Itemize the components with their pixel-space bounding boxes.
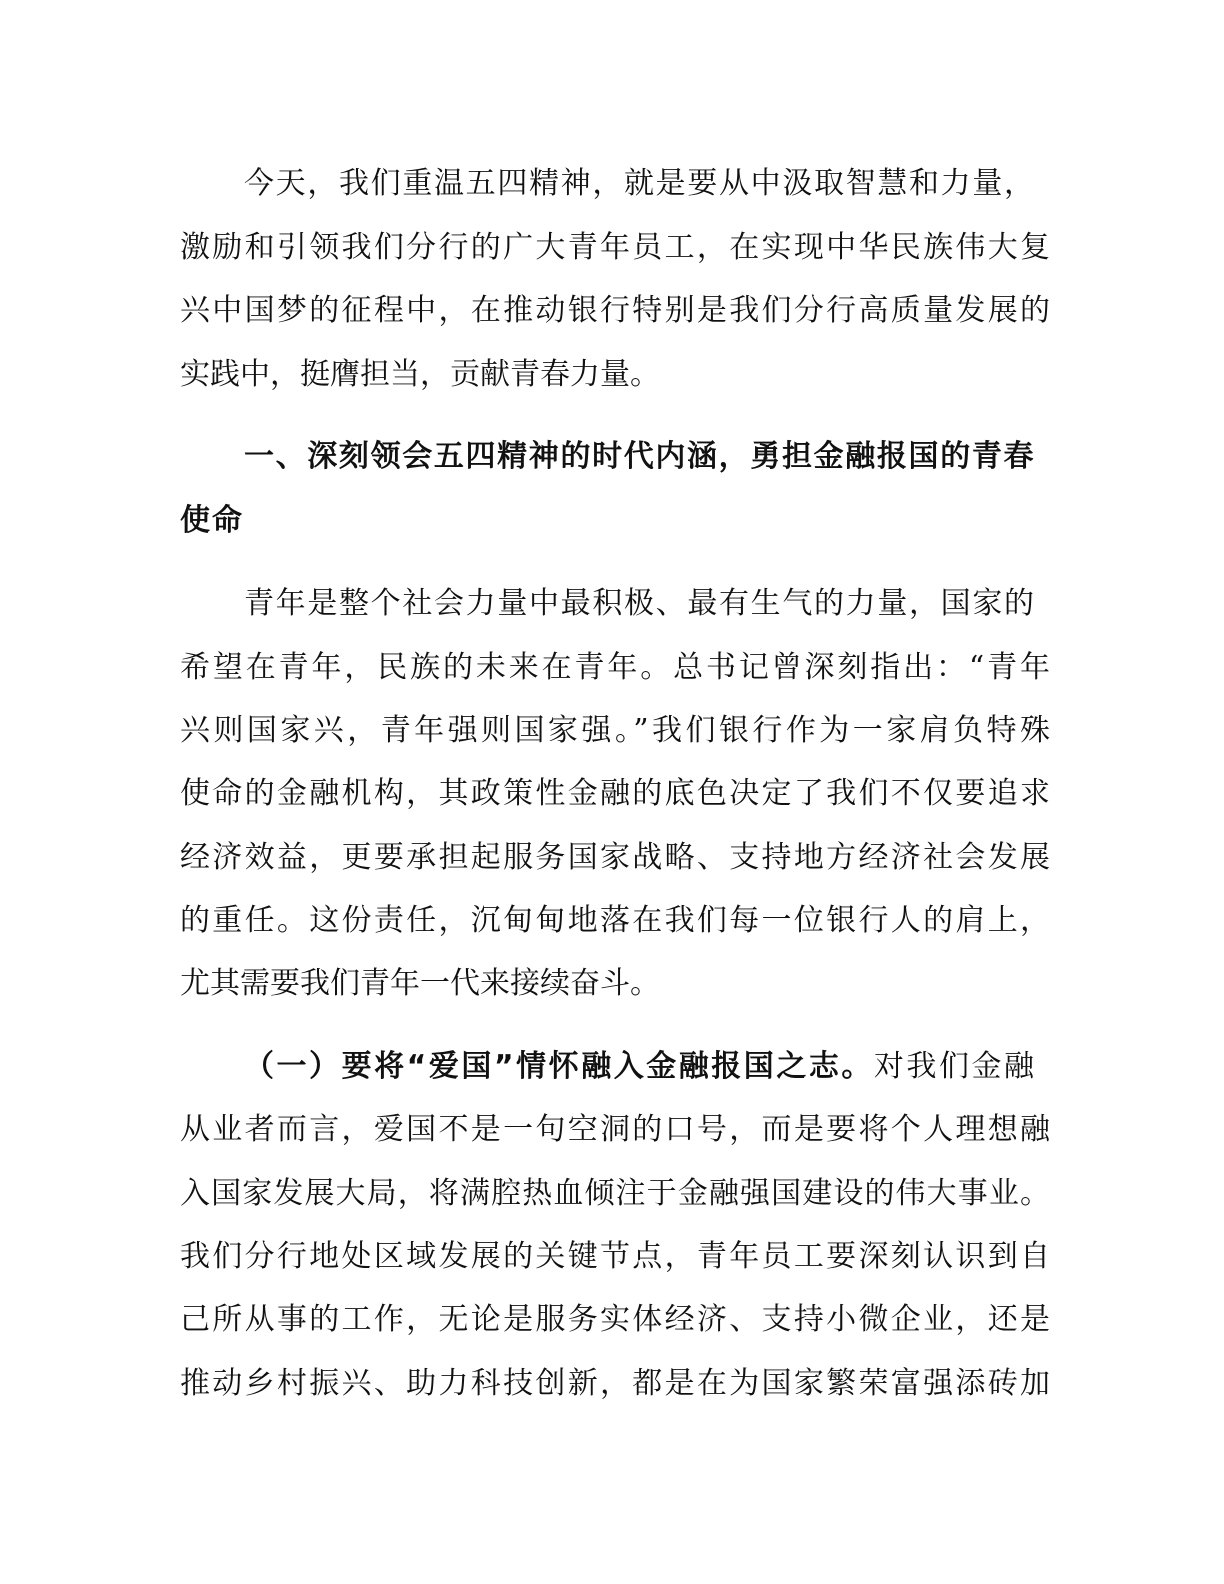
paragraph-3-lead-rest: 对我们金融 xyxy=(873,1049,1034,1084)
paragraph-1-line-2: 激励和引领我们分行的广大青年员工，在实现中华民族伟大复 xyxy=(180,230,1050,265)
paragraph-2-line-7: 尤其需要我们青年一代来接续奋斗。 xyxy=(180,966,660,1001)
paragraph-2-line-4: 使命的金融机构，其政策性金融的底色决定了我们不仅要追求 xyxy=(180,776,1050,811)
paragraph-1-line-4: 实践中，挺膺担当，贡献青春力量。 xyxy=(180,357,660,392)
paragraph-3-line-6: 推动乡村振兴、助力科技创新，都是在为国家繁荣富强添砖加 xyxy=(180,1366,1050,1401)
paragraph-3-line-4: 我们分行地处区域发展的关键节点，青年员工要深刻认识到自 xyxy=(180,1239,1050,1274)
paragraph-3-line-5: 己所从事的工作，无论是服务实体经济、支持小微企业，还是 xyxy=(180,1302,1050,1337)
paragraph-3-line-2: 从业者而言，爱国不是一句空洞的口号，而是要将个人理想融 xyxy=(180,1112,1050,1147)
paragraph-2-line-5: 经济效益，更要承担起服务国家战略、支持地方经济社会发展 xyxy=(180,840,1050,875)
paragraph-1-line-1: 今天，我们重温五四精神，就是要从中汲取智慧和力量， xyxy=(244,166,1034,201)
paragraph-2-line-2: 希望在青年，民族的未来在青年。总书记曾深刻指出：“青年 xyxy=(180,650,1050,685)
paragraph-2-line-6: 的重任。这份责任，沉甸甸地落在我们每一位银行人的肩上， xyxy=(180,903,1050,938)
paragraph-2-line-3: 兴则国家兴，青年强则国家强。”我们银行作为一家肩负特殊 xyxy=(180,713,1050,748)
section-heading-line-2: 使命 xyxy=(180,503,244,538)
paragraph-1-line-3: 兴中国梦的征程中，在推动银行特别是我们分行高质量发展的 xyxy=(180,293,1050,328)
paragraph-2-line-1: 青年是整个社会力量中最积极、最有生气的力量，国家的 xyxy=(244,586,1034,621)
paragraph-3-line-1 xyxy=(244,1047,1034,1087)
section-heading-line-1: 一、深刻领会五四精神的时代内涵，勇担金融报国的青春 xyxy=(244,439,1034,474)
paragraph-3-line-3: 入国家发展大局，将满腔热血倾注于金融强国建设的伟大事业。 xyxy=(180,1176,1050,1211)
subsection-heading: （一）要将“爱国”情怀融入金融报国之志。 xyxy=(244,1049,874,1084)
